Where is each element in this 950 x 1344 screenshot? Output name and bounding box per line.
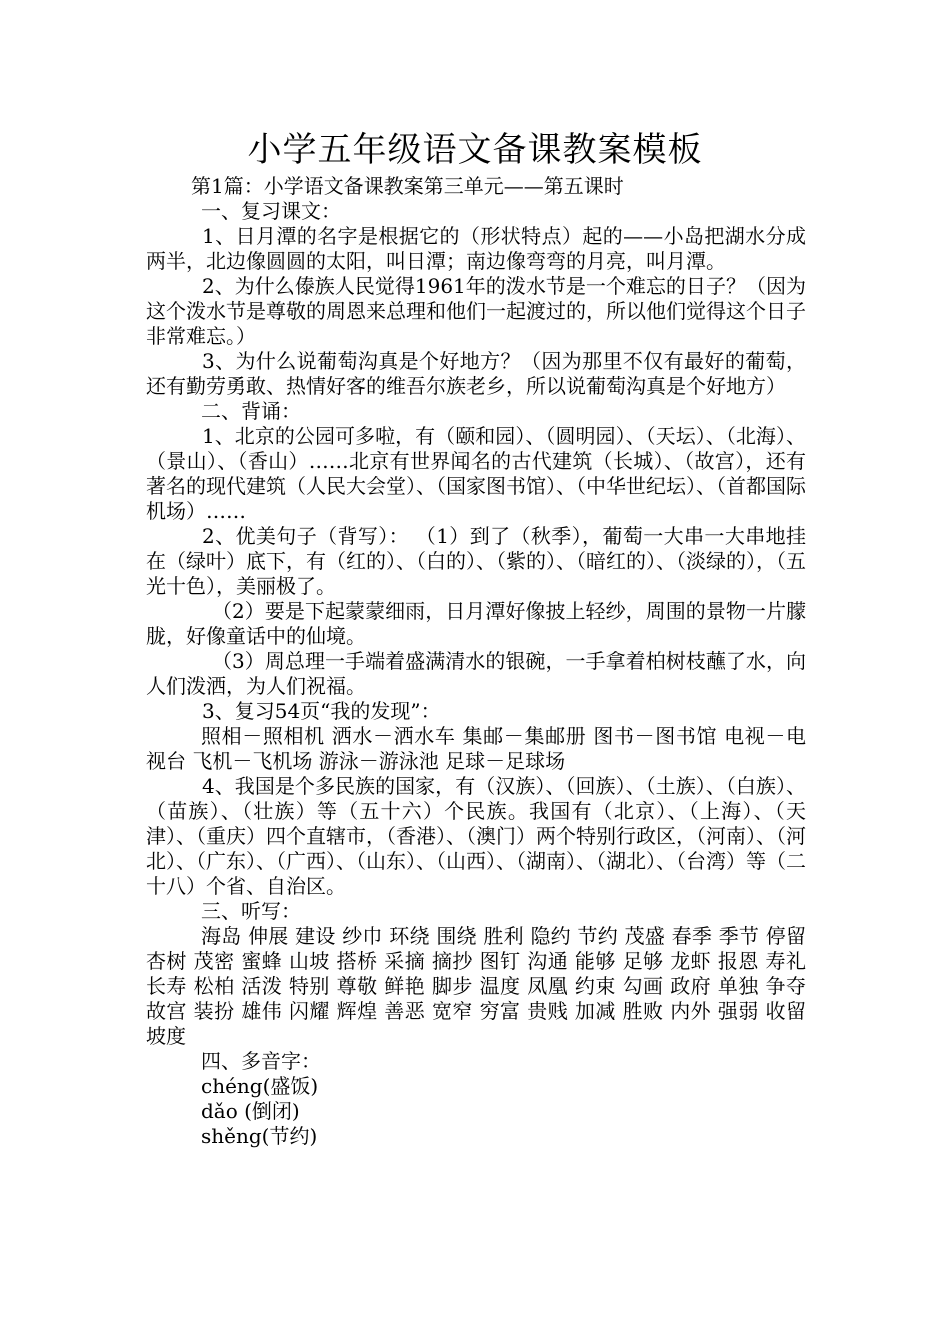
paragraph-recite-3: （2）要是下起蒙蒙细雨，日月潭好像披上轻纱，周围的景物一片朦胧，好像童话中的仙境。 [146, 599, 806, 648]
paragraph-word-pairs: 照相－照相机 洒水－洒水车 集邮－集邮册 图书－图书馆 电视－电视台 飞机－飞机场 游泳－游泳池 足球－足球场 [146, 724, 806, 773]
dictation-word-list: 海岛 伸展 建设 纱巾 环绕 围绕 胜利 隐约 节约 茂盛 春季 季节 停留 杏树 茂密 蜜蜂 山坡 搭桥 采摘 摘抄 图钉 沟通 能够 足够 龙虾 报恩 寿礼 长寿 松柏 活泼 特别 尊敬 鲜艳 脚步 温度 凤凰 约束 勾画 政府 单独 争夺 故宫 装扮 雄伟 闪耀 辉煌 善恶 宽窄 穷富 贵贱 加减 胜败 内外 强弱 收留 坡度 [146, 924, 806, 1048]
subtitle: 第1篇：小学语文备课教案第三单元——第五课时 [191, 174, 624, 198]
paragraph-review-2: 2、为什么傣族人民觉得1961年的泼水节是一个难忘的日子？（因为这个泼水节是尊敬的周恩来总理和他们一起渡过的，所以他们觉得这个日子非常难忘。） [146, 274, 806, 348]
paragraph-recite-1: 1、北京的公园可多啦，有（颐和园）、（圆明园）、（天坛）、（北海）、（景山）、（香山）……北京有世界闻名的古代建筑（长城）、（故宫），还有著名的现代建筑（人民大会堂）、（国家图书馆）、（中华世纪坛）、（首都国际机场）…… [146, 424, 806, 523]
section-heading-review: 一、复习课文： [201, 199, 341, 223]
section-heading-dictation: 三、听写： [201, 899, 301, 923]
paragraph-review-3: 3、为什么说葡萄沟真是个好地方？（因为那里不仅有最好的葡萄，还有勤劳勇敢、热情好客的维吾尔族老乡，所以说葡萄沟真是个好地方） [146, 349, 806, 398]
paragraph-recite-2: 2、优美句子（背写）： （1）到了（秋季），葡萄一大串一大串地挂在（绿叶）底下，有（红的）、（白的）、（紫的）、（暗红的）、（淡绿的），（五光十色），美丽极了。 [146, 524, 806, 598]
paragraph-recite-7: 4、我国是个多民族的国家，有（汉族）、（回族）、（土族）、（白族）、（苗族）、（壮族）等（五十六）个民族。我国有（北京）、（上海）、（天津）、（重庆）四个直辖市，（香港）、（澳门）两个特别行政区，（河南）、（河北）、（广东）、（广西）、（山东）、（山西）、（湖南）、（湖北）、（台湾）等（二十八）个省、自治区。 [146, 774, 806, 898]
polyphone-item: chéng(盛饭) [201, 1074, 319, 1098]
section-heading-polyphones: 四、多音字： [201, 1049, 321, 1073]
polyphone-item: dǎo (倒闭) [201, 1099, 300, 1123]
section-heading-recite: 二、背诵： [201, 399, 301, 423]
paragraph-recite-4: （3）周总理一手端着盛满清水的银碗，一手拿着柏树枝蘸了水，向人们泼洒，为人们祝福。 [146, 649, 806, 698]
document-title: 小学五年级语文备课教案模板 [247, 130, 703, 170]
paragraph-review-1: 1、日月潭的名字是根据它的（形状特点）起的——小岛把湖水分成两半，北边像圆圆的太阳，叫日潭；南边像弯弯的月亮，叫月潭。 [146, 224, 806, 273]
paragraph-recite-5: 3、复习54页“我的发现”： [202, 699, 441, 723]
polyphone-item: shěng(节约) [201, 1124, 318, 1148]
document-body [146, 174, 806, 1149]
